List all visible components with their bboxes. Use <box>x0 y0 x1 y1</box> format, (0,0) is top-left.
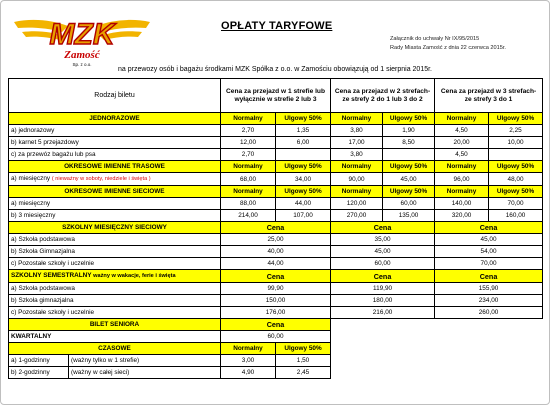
price-cell: 45,00 <box>435 234 543 246</box>
table-row <box>9 149 543 161</box>
row-label-text: a) miesięczny <box>11 175 51 182</box>
row-label <box>9 173 221 186</box>
section-label: OKRESOWE IMIENNE SIECIOWE <box>9 186 221 198</box>
document-subtitle: na przewozy osób i bagażu środkami MZK Spółka z o.o. w Zamościu obowiązują od 1 sierpnia 2015r. <box>118 66 432 73</box>
price-cell: 119,90 <box>331 283 435 295</box>
tariff-table <box>8 78 543 379</box>
price-cell: 34,00 <box>276 173 331 186</box>
row-label: c) Pozostałe szkoły i uczelnie <box>9 258 221 270</box>
header-zone3: Cena za przejazd w 3 strefach- ze strefy 3 do 1 <box>435 79 543 113</box>
price-cell: 99,90 <box>221 283 331 295</box>
col-normalny: Normalny <box>221 161 276 173</box>
col-ulgowy: Ulgowy 50% <box>276 343 331 355</box>
price-cell: 54,00 <box>435 246 543 258</box>
price-cell: 4,90 <box>221 367 276 379</box>
col-normalny: Normalny <box>435 113 489 125</box>
council-note: Rady Miasta Zamość z dnia 22 czerwca 2015r. <box>390 45 506 51</box>
header-zone2: Cena za przejazd w 2 strefach- ze strefy 2 do 1 lub 3 do 2 <box>331 79 435 113</box>
col-normalny: Normalny <box>331 113 383 125</box>
col-normalny: Normalny <box>435 186 489 198</box>
price-cell: 107,00 <box>276 210 331 222</box>
section-jednorazowe <box>9 113 543 125</box>
price-cell: 44,00 <box>221 258 331 270</box>
section-trasowe <box>9 161 543 173</box>
table-row <box>9 198 543 210</box>
price-cell: 180,00 <box>331 295 435 307</box>
row-label: b) karnet 5 przejazdowy <box>9 137 221 149</box>
row-label: c) Pozostałe szkoły i uczelnie <box>9 307 221 319</box>
section-szkolny-miesieczny <box>9 222 543 234</box>
section-label: BILET SENIORA <box>9 319 221 331</box>
price-cell: 320,00 <box>435 210 489 222</box>
col-cena: Cena <box>221 270 331 283</box>
resolution-note: Załącznik do uchwały Nr IX/95/2015 <box>390 36 480 42</box>
col-cena: Cena <box>435 270 543 283</box>
price-cell: 45,00 <box>383 173 435 186</box>
price-cell: 140,00 <box>435 198 489 210</box>
col-cena: Cena <box>331 222 435 234</box>
price-cell: 35,00 <box>331 234 435 246</box>
row-label: c) za przewóz bagażu lub psa <box>9 149 221 161</box>
price-cell <box>489 149 543 161</box>
col-cena: Cena <box>221 222 331 234</box>
price-cell: 160,00 <box>489 210 543 222</box>
price-cell: 3,80 <box>331 149 383 161</box>
table-row <box>9 137 543 149</box>
price-cell: 270,00 <box>331 210 383 222</box>
row-label: b) Szkoła Gimnazjalna <box>9 246 221 258</box>
price-cell: 70,00 <box>489 198 543 210</box>
price-cell: 150,00 <box>221 295 331 307</box>
logo-legal: Sp. z o.o. <box>72 62 92 67</box>
col-ulgowy: Ulgowy 50% <box>383 113 435 125</box>
section-label: JEDNORAZOWE <box>9 113 221 125</box>
price-cell: 70,00 <box>435 258 543 270</box>
row-restriction-note: ( nieważny w soboty, niedziele i święta ) <box>51 176 151 182</box>
row-label: a) Szkoła podstawowa <box>9 283 221 295</box>
price-cell: 120,00 <box>331 198 383 210</box>
table-row <box>9 283 543 295</box>
section-label: SZKOLNY MIESIĘCZNY SIECIOWY <box>9 222 221 234</box>
col-normalny: Normalny <box>221 113 276 125</box>
row-validity-note: (ważny w całej sieci) <box>69 367 221 379</box>
section-validity-note: ważny w wakacje, ferie i święta <box>93 273 176 279</box>
col-cena: Cena <box>435 222 543 234</box>
table-row <box>9 355 543 367</box>
col-ulgowy: Ulgowy 50% <box>489 161 543 173</box>
price-cell: 2,25 <box>489 125 543 137</box>
price-cell: 6,00 <box>276 137 331 149</box>
table-row <box>9 331 543 343</box>
price-cell: 176,00 <box>221 307 331 319</box>
table-row <box>9 173 543 186</box>
price-cell: 2,70 <box>221 149 276 161</box>
mzk-logo <box>12 8 152 70</box>
logo-city: Zamość <box>64 49 100 61</box>
table-row <box>9 295 543 307</box>
section-label: OKRESOWE IMIENNE TRASOWE <box>9 161 221 173</box>
price-cell: 48,00 <box>489 173 543 186</box>
price-cell: 3,00 <box>221 355 276 367</box>
price-cell: 155,90 <box>435 283 543 295</box>
header-rodzaj: Rodzaj biletu <box>9 79 221 113</box>
price-cell: 88,00 <box>221 198 276 210</box>
price-cell: 40,00 <box>221 246 331 258</box>
table-header <box>9 79 543 113</box>
table-row <box>9 258 543 270</box>
price-cell: 20,00 <box>435 137 489 149</box>
price-cell: 12,00 <box>221 137 276 149</box>
col-normalny: Normalny <box>331 186 383 198</box>
price-cell: 1,90 <box>383 125 435 137</box>
price-cell: 17,00 <box>331 137 383 149</box>
price-cell: 90,00 <box>331 173 383 186</box>
price-cell: 2,70 <box>221 125 276 137</box>
section-label: CZASOWE <box>9 343 221 355</box>
price-cell: 60,00 <box>221 331 331 343</box>
row-label: a) miesięczny <box>9 198 221 210</box>
logo-text: MZK <box>49 18 115 51</box>
price-cell: 68,00 <box>221 173 276 186</box>
price-cell <box>383 149 435 161</box>
price-cell: 214,00 <box>221 210 276 222</box>
row-label: a) Szkoła podstawowa <box>9 234 221 246</box>
row-label: KWARTALNY <box>9 331 221 343</box>
price-cell: 10,00 <box>489 137 543 149</box>
table-row <box>9 246 543 258</box>
price-cell: 2,45 <box>276 367 331 379</box>
section-senior <box>9 319 543 331</box>
table-row <box>9 210 543 222</box>
table-row <box>9 125 543 137</box>
table-row <box>9 307 543 319</box>
section-label <box>9 270 221 283</box>
col-ulgowy: Ulgowy 50% <box>383 161 435 173</box>
col-ulgowy: Ulgowy 50% <box>276 186 331 198</box>
price-cell: 60,00 <box>383 198 435 210</box>
header-zone1: Cena za przejazd w 1 strefie lub wyłącznie w strefie 2 lub 3 <box>221 79 331 113</box>
price-cell: 25,00 <box>221 234 331 246</box>
price-cell: 135,00 <box>383 210 435 222</box>
price-cell: 4,50 <box>435 149 489 161</box>
col-normalny: Normalny <box>221 186 276 198</box>
col-ulgowy: Ulgowy 50% <box>489 186 543 198</box>
price-cell: 96,00 <box>435 173 489 186</box>
row-label: b) 2-godzinny <box>9 367 69 379</box>
price-cell: 45,00 <box>331 246 435 258</box>
price-cell: 60,00 <box>331 258 435 270</box>
col-normalny: Normalny <box>331 161 383 173</box>
row-label: b) 3 miesięczny <box>9 210 221 222</box>
page-title: OPŁATY TARYFOWE <box>221 20 333 32</box>
section-sieciowe <box>9 186 543 198</box>
row-validity-note: (ważny tylko w 1 strefie) <box>69 355 221 367</box>
price-cell: 44,00 <box>276 198 331 210</box>
price-cell: 8,50 <box>383 137 435 149</box>
row-label: a) 1-godzinny <box>9 355 69 367</box>
col-cena: Cena <box>221 319 331 331</box>
price-cell: 216,00 <box>331 307 435 319</box>
price-cell: 260,00 <box>435 307 543 319</box>
section-label-text: SZKOLNY SEMESTRALNY <box>11 272 92 279</box>
col-ulgowy: Ulgowy 50% <box>276 113 331 125</box>
price-cell: 4,50 <box>435 125 489 137</box>
row-label: a) jednorazowy <box>9 125 221 137</box>
price-cell: 234,00 <box>435 295 543 307</box>
table-row <box>9 367 543 379</box>
col-normalny: Normalny <box>435 161 489 173</box>
col-normalny: Normalny <box>221 343 276 355</box>
price-cell: 3,80 <box>331 125 383 137</box>
col-cena: Cena <box>331 270 435 283</box>
table-row <box>9 234 543 246</box>
section-czasowe <box>9 343 543 355</box>
col-ulgowy: Ulgowy 50% <box>489 113 543 125</box>
col-ulgowy: Ulgowy 50% <box>383 186 435 198</box>
price-cell: 1,50 <box>276 355 331 367</box>
row-label: b) Szkoła gimnazjalna <box>9 295 221 307</box>
section-szkolny-semestralny <box>9 270 543 283</box>
col-ulgowy: Ulgowy 50% <box>276 161 331 173</box>
price-cell <box>276 149 331 161</box>
price-cell: 1,35 <box>276 125 331 137</box>
